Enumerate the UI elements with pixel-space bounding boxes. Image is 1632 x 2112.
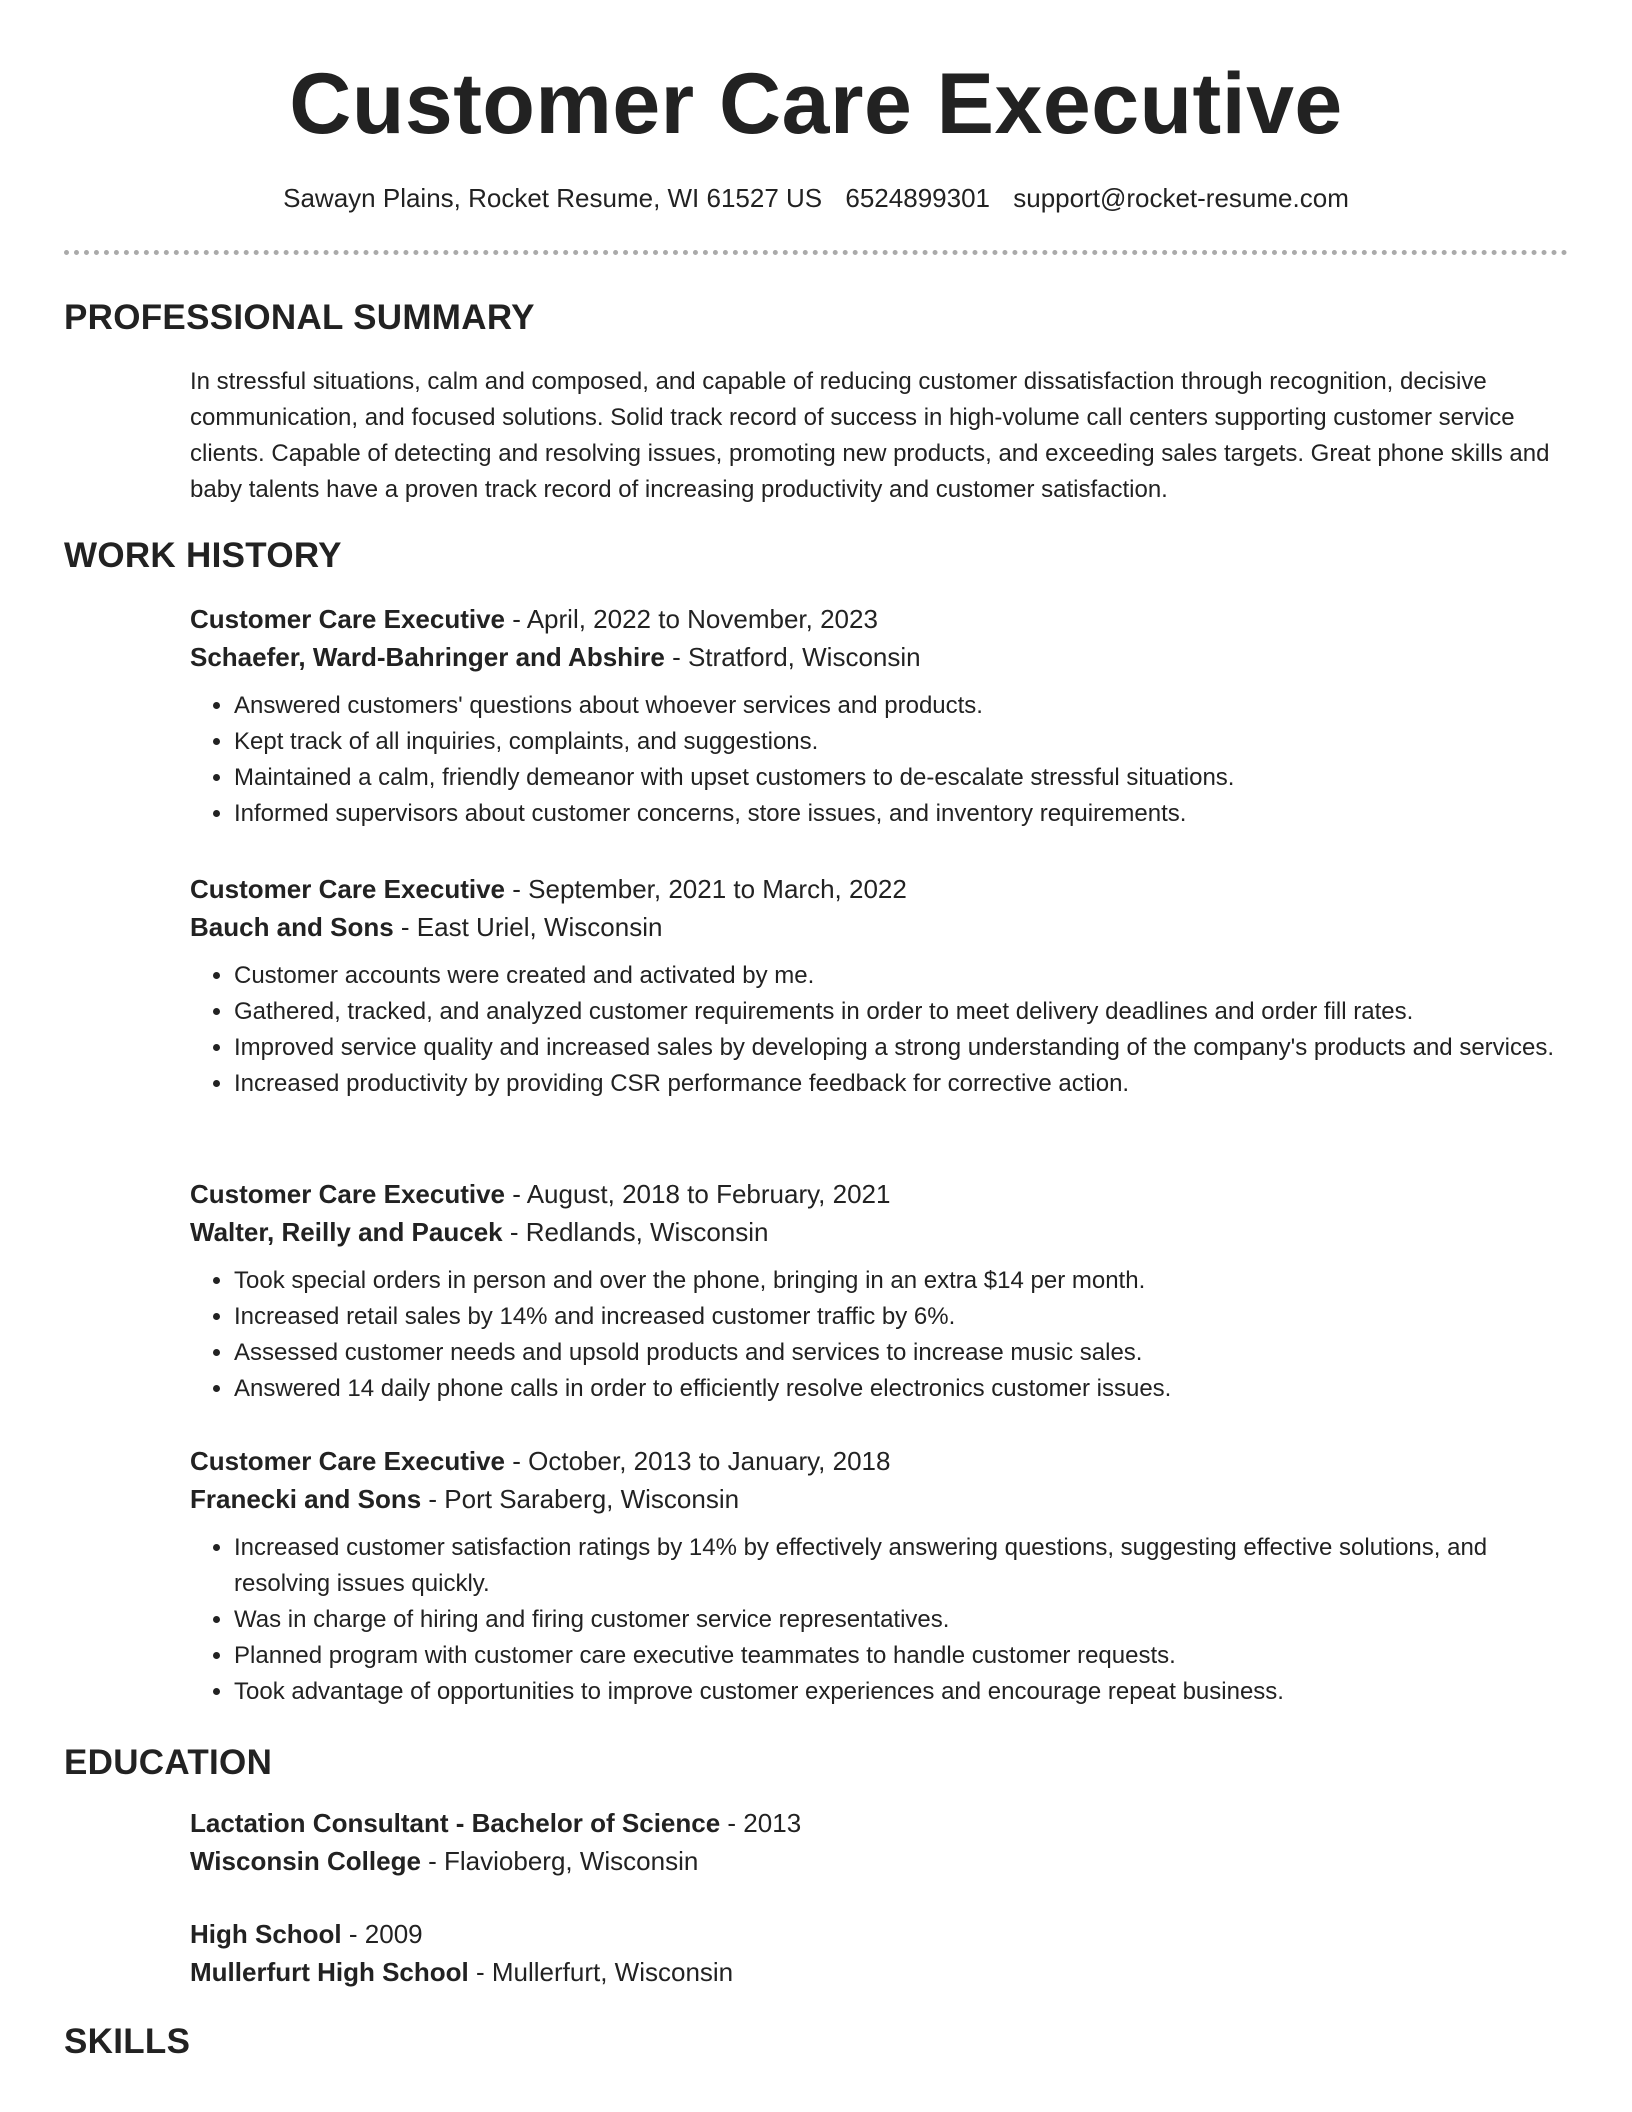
job-title-line	[190, 600, 1560, 638]
job-bullet: • Assessed customer needs and upsold products and services to increase music sales.	[234, 1335, 1560, 1371]
job-company-line	[190, 1480, 1560, 1518]
education-degree: Lactation Consultant - Bachelor of Science	[190, 1808, 721, 1838]
job-location: - East Uriel, Wisconsin	[393, 912, 663, 942]
job-bullet: • Increased productivity by providing CSR performance feedback for corrective action.	[234, 1066, 1560, 1102]
section-title-skills: SKILLS	[64, 2022, 191, 2061]
job-bullet: • Took special orders in person and over the phone, bringing in an extra $14 per month.	[234, 1263, 1560, 1299]
job-bullet: • Kept track of all inquiries, complaints, and suggestions.	[234, 724, 1560, 760]
job-bullet: • Was in charge of hiring and firing customer service representatives.	[234, 1602, 1560, 1638]
job-company: Walter, Reilly and Paucek	[190, 1217, 503, 1247]
contact-phone: 6524899301	[845, 183, 990, 213]
job-bullets	[190, 958, 1560, 1102]
job-location: - Port Saraberg, Wisconsin	[421, 1484, 740, 1514]
job-dates: - August, 2018 to February, 2021	[505, 1179, 891, 1209]
job-company-line	[190, 908, 1560, 946]
education-location: - Flavioberg, Wisconsin	[420, 1846, 699, 1876]
job-bullet: • Increased retail sales by 14% and increased customer traffic by 6%.	[234, 1299, 1560, 1335]
education-location: - Mullerfurt, Wisconsin	[468, 1957, 734, 1987]
job-title-line	[190, 1442, 1560, 1480]
job-bullet: • Answered 14 daily phone calls in order to efficiently resolve electronics customer issues.	[234, 1371, 1560, 1407]
resume-name: Customer Care Executive	[289, 56, 1343, 152]
job-bullet: • Informed supervisors about customer concerns, store issues, and inventory requirements.	[234, 796, 1560, 832]
job-location: - Redlands, Wisconsin	[502, 1217, 769, 1247]
job-company: Bauch and Sons	[190, 912, 394, 942]
job-title-line	[190, 870, 1560, 908]
job-role: Customer Care Executive	[190, 1179, 506, 1209]
contact-line	[0, 180, 1632, 216]
job-bullets	[190, 688, 1560, 832]
education-school-line	[190, 1842, 1560, 1880]
job-bullet: • Took advantage of opportunities to improve customer experiences and encourage repeat business.	[234, 1674, 1560, 1710]
education-degree-line	[190, 1915, 1560, 1953]
education-school-line	[190, 1953, 1560, 1991]
job-bullet: • Gathered, tracked, and analyzed customer requirements in order to meet delivery deadlines and order fill rates.	[234, 994, 1560, 1030]
job-role: Customer Care Executive	[190, 1446, 506, 1476]
job-bullet: • Customer accounts were created and activated by me.	[234, 958, 1560, 994]
header-divider	[64, 250, 1568, 255]
job-company-line	[190, 1213, 1560, 1251]
job-company: Schaefer, Ward-Bahringer and Abshire	[190, 642, 665, 672]
contact-email: support@rocket-resume.com	[1013, 183, 1349, 213]
summary-text: In stressful situations, calm and composed, and capable of reducing customer dissatisfaction through recognition, decisive communication, and focused solutions. Solid track record of success in high-volume call centers supporting customer service clients. Capable of detecting and resolving issues, promoting new products, and exceeding sales targets. Great phone skills and baby talents have a proven track record of increasing productivity and customer satisfaction.	[190, 368, 1550, 503]
section-title-education: EDUCATION	[64, 1743, 273, 1782]
job-dates: - September, 2021 to March, 2022	[505, 874, 907, 904]
job-entry	[190, 1175, 1560, 1407]
education-year: - 2013	[720, 1808, 802, 1838]
education-entry	[190, 1915, 1560, 1991]
job-bullet: • Maintained a calm, friendly demeanor with upset customers to de-escalate stressful situations.	[234, 760, 1560, 796]
section-title-summary: PROFESSIONAL SUMMARY	[64, 298, 535, 337]
education-degree-line	[190, 1804, 1560, 1842]
section-title-work-history: WORK HISTORY	[64, 536, 342, 575]
job-company-line	[190, 638, 1560, 676]
education-degree: High School	[190, 1919, 342, 1949]
job-title-line	[190, 1175, 1560, 1213]
job-bullets	[190, 1530, 1560, 1710]
job-bullet: • Planned program with customer care executive teammates to handle customer requests.	[234, 1638, 1560, 1674]
job-entry	[190, 870, 1560, 1102]
job-entry	[190, 600, 1560, 832]
contact-address: Sawayn Plains, Rocket Resume, WI 61527 US	[283, 183, 823, 213]
job-company: Franecki and Sons	[190, 1484, 422, 1514]
job-bullets	[190, 1263, 1560, 1407]
job-dates: - April, 2022 to November, 2023	[505, 604, 878, 634]
job-location: - Stratford, Wisconsin	[664, 642, 921, 672]
education-school: Mullerfurt High School	[190, 1957, 469, 1987]
job-entry	[190, 1442, 1560, 1710]
job-role: Customer Care Executive	[190, 874, 506, 904]
job-bullet: • Increased customer satisfaction ratings by 14% by effectively answering questions, suggesting effective solutions, and resolving issues quickly.	[234, 1530, 1560, 1602]
job-dates: - October, 2013 to January, 2018	[505, 1446, 891, 1476]
job-role: Customer Care Executive	[190, 604, 506, 634]
job-bullet: • Improved service quality and increased sales by developing a strong understanding of the company's products and services.	[234, 1030, 1560, 1066]
education-entry	[190, 1804, 1560, 1880]
job-bullet: • Answered customers' questions about whoever services and products.	[234, 688, 1560, 724]
education-year: - 2009	[341, 1919, 423, 1949]
education-school: Wisconsin College	[190, 1846, 421, 1876]
